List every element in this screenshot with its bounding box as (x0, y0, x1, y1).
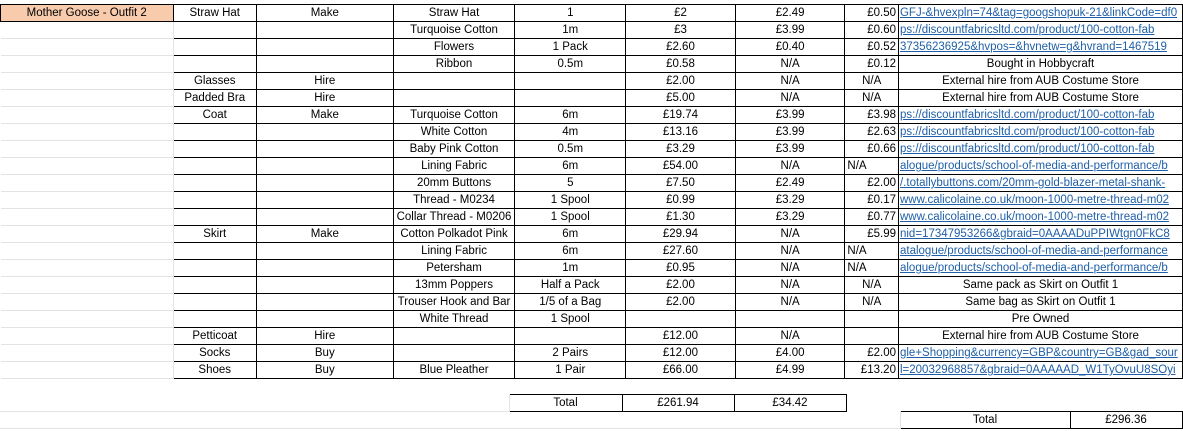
unit-price-cell[interactable]: N/A (735, 243, 845, 260)
item-cell[interactable]: Blue Pleather (393, 362, 515, 379)
empty-cell[interactable] (1, 277, 174, 294)
empty-cell[interactable] (1, 260, 174, 277)
item-cell[interactable]: Ribbon (393, 56, 515, 73)
table-row (1, 90, 1183, 107)
item-cell[interactable] (393, 328, 515, 345)
part-cell[interactable] (173, 294, 256, 311)
spreadsheet-grid (0, 4, 1183, 379)
method-cell[interactable] (256, 209, 393, 226)
item-cell[interactable]: Turquoise Cotton (393, 107, 515, 124)
empty-cell[interactable] (1, 124, 174, 141)
unit-price-cell[interactable]: £3.99 (735, 22, 845, 39)
table-row (1, 107, 1183, 124)
cost-cell[interactable]: £1.30 (626, 209, 736, 226)
empty-cell[interactable] (1, 158, 174, 175)
table-row (1, 311, 1183, 328)
quantity-cell[interactable]: 1m (515, 22, 626, 39)
outfit-label-cell[interactable]: Mother Goose - Outfit 2 (1, 5, 174, 22)
quantity-cell[interactable]: 1m (515, 260, 626, 277)
quantity-cell[interactable]: 1 Pack (515, 39, 626, 56)
cost-cell[interactable]: £27.60 (626, 243, 736, 260)
note-cell[interactable]: External hire from AUB Costume Store (898, 328, 1182, 345)
quantity-cell[interactable]: Half a Pack (515, 277, 626, 294)
source-link-cell[interactable]: atalogue/products/school-of-media-and-performance (898, 243, 1182, 260)
note-cell[interactable]: External hire from AUB Costume Store (898, 73, 1182, 90)
used-cost-cell[interactable]: N/A (845, 294, 899, 311)
cost-cell[interactable]: £2.00 (626, 294, 736, 311)
table-row (1, 124, 1183, 141)
empty-cell[interactable] (1, 22, 174, 39)
table-row (1, 158, 1183, 175)
method-cell[interactable]: Hire (256, 90, 393, 107)
quantity-cell[interactable]: 6m (515, 158, 626, 175)
item-cell[interactable]: Cotton Polkadot Pink (393, 226, 515, 243)
cost-cell[interactable]: £3 (626, 22, 736, 39)
part-cell[interactable]: Padded Bra (173, 90, 256, 107)
cost-cell[interactable]: £54.00 (626, 158, 736, 175)
used-cost-cell[interactable]: £0.60 (845, 22, 899, 39)
part-cell[interactable] (173, 277, 256, 294)
empty-cell[interactable] (1, 90, 174, 107)
table-row (1, 294, 1183, 311)
quantity-cell[interactable]: 0.5m (515, 56, 626, 73)
cost-cell[interactable]: £19.74 (626, 107, 736, 124)
quantity-cell[interactable]: 2 Pairs (515, 345, 626, 362)
unit-price-cell[interactable]: £0.40 (735, 39, 845, 56)
used-cost-cell[interactable]: N/A (845, 277, 899, 294)
item-cell[interactable]: Turquoise Cotton (393, 22, 515, 39)
item-cell[interactable]: Flowers (393, 39, 515, 56)
source-link-cell[interactable]: ps://discountfabricsltd.com/product/100-cotton-fab (898, 107, 1182, 124)
source-link-cell[interactable]: ps://discountfabricsltd.com/product/100-cotton-fab (898, 141, 1182, 158)
unit-price-cell[interactable]: £3.29 (735, 209, 845, 226)
unit-price-cell[interactable]: N/A (735, 158, 845, 175)
quantity-cell[interactable] (515, 73, 626, 90)
cost-cell[interactable]: £66.00 (626, 362, 736, 379)
part-cell[interactable] (173, 158, 256, 175)
quantity-cell[interactable]: 0.5m (515, 141, 626, 158)
method-cell[interactable] (256, 311, 393, 328)
cost-cell[interactable]: £12.00 (626, 345, 736, 362)
method-cell[interactable]: Hire (256, 73, 393, 90)
cost-cell[interactable]: £12.00 (626, 328, 736, 345)
cost-cell[interactable]: £0.95 (626, 260, 736, 277)
item-cell[interactable] (393, 73, 515, 90)
used-cost-cell[interactable] (845, 328, 899, 345)
cost-cell[interactable] (626, 311, 736, 328)
part-cell[interactable] (173, 175, 256, 192)
unit-price-cell[interactable]: £4.00 (735, 345, 845, 362)
empty-cell[interactable] (1, 345, 174, 362)
unit-price-cell[interactable]: N/A (735, 226, 845, 243)
empty-cell[interactable] (1, 243, 174, 260)
item-cell[interactable]: Thread - M0234 (393, 192, 515, 209)
method-cell[interactable] (256, 277, 393, 294)
note-cell[interactable]: Same bag as Skirt on Outfit 1 (898, 294, 1182, 311)
part-cell[interactable] (173, 56, 256, 73)
unit-price-cell[interactable]: £3.99 (735, 141, 845, 158)
used-cost-cell[interactable]: £0.52 (845, 39, 899, 56)
unit-price-cell[interactable]: N/A (735, 328, 845, 345)
empty-cell[interactable] (1, 226, 174, 243)
cost-cell[interactable]: £7.50 (626, 175, 736, 192)
source-link-cell[interactable]: l=20032968857&gbraid=0AAAAAD_W1TyOvuU8SOyi (898, 362, 1182, 379)
used-cost-cell[interactable]: £13.20 (845, 362, 899, 379)
method-cell[interactable] (256, 260, 393, 277)
empty-cell[interactable] (1, 141, 174, 158)
empty-cell[interactable] (0, 395, 509, 412)
total-cost[interactable]: £261.94 (622, 395, 734, 412)
note-cell[interactable]: Pre Owned (898, 311, 1182, 328)
quantity-cell[interactable] (515, 90, 626, 107)
source-link-cell[interactable]: nid=17347953266&gbraid=0AAAADuPPIWtgn0FkC8 (898, 226, 1182, 243)
part-cell[interactable] (173, 124, 256, 141)
used-cost-cell[interactable]: £0.12 (845, 56, 899, 73)
table-row (1, 328, 1183, 345)
quantity-cell[interactable]: 1 (515, 5, 626, 22)
empty-cell[interactable] (1, 209, 174, 226)
source-link-cell[interactable]: alogue/products/school-of-media-and-performance/b (898, 260, 1182, 277)
used-cost-cell[interactable]: £3.98 (845, 107, 899, 124)
part-cell[interactable] (173, 39, 256, 56)
cost-cell[interactable]: £3.29 (626, 141, 736, 158)
source-link-cell[interactable]: www.calicolaine.co.uk/moon-1000-metre-thread-m02 (898, 209, 1182, 226)
quantity-cell[interactable]: 1/5 of a Bag (515, 294, 626, 311)
source-link-cell[interactable]: GFJ-&hvexpln=74&tag=googshopuk-21&linkCode=df0 (898, 5, 1182, 22)
empty-cell[interactable] (1, 107, 174, 124)
unit-price-cell[interactable]: N/A (735, 90, 845, 107)
part-cell[interactable] (173, 192, 256, 209)
empty-cell[interactable] (1, 362, 174, 379)
item-cell[interactable]: White Cotton (393, 124, 515, 141)
unit-price-cell[interactable]: N/A (735, 277, 845, 294)
cost-cell[interactable]: £13.16 (626, 124, 736, 141)
used-cost-cell[interactable]: £5.99 (845, 226, 899, 243)
method-cell[interactable]: Buy (256, 345, 393, 362)
table-row (1, 362, 1183, 379)
grand-total-label[interactable]: Total (900, 412, 1070, 429)
unit-price-cell[interactable]: N/A (735, 294, 845, 311)
method-cell[interactable] (256, 158, 393, 175)
used-cost-cell[interactable]: £2.63 (845, 124, 899, 141)
method-cell[interactable] (256, 56, 393, 73)
quantity-cell[interactable] (515, 328, 626, 345)
part-cell[interactable]: Skirt (173, 226, 256, 243)
empty-cell[interactable] (1, 39, 174, 56)
table-row (1, 39, 1183, 56)
unit-price-cell[interactable]: N/A (735, 73, 845, 90)
unit-price-cell[interactable]: £3.99 (735, 124, 845, 141)
empty-cell[interactable] (1, 73, 174, 90)
unit-price-cell[interactable]: £2.49 (735, 175, 845, 192)
total-unit[interactable]: £34.42 (734, 395, 846, 412)
method-cell[interactable]: Hire (256, 328, 393, 345)
total-label[interactable]: Total (509, 395, 622, 412)
method-cell[interactable] (256, 39, 393, 56)
used-cost-cell[interactable]: £0.17 (845, 192, 899, 209)
empty-cell[interactable] (1, 294, 174, 311)
used-cost-cell[interactable]: N/A (845, 260, 899, 277)
costing-table (0, 4, 1183, 379)
cost-cell[interactable]: £5.00 (626, 90, 736, 107)
item-cell[interactable]: Lining Fabric (393, 243, 515, 260)
empty-cell[interactable] (1, 192, 174, 209)
cost-cell[interactable]: £0.58 (626, 56, 736, 73)
used-cost-cell[interactable]: £0.50 (845, 5, 899, 22)
grand-total-value[interactable]: £296.36 (1070, 412, 1182, 429)
source-link-cell[interactable]: ps://discountfabricsltd.com/product/100-cotton-fab (898, 22, 1182, 39)
used-cost-cell[interactable] (845, 311, 899, 328)
cost-cell[interactable]: £2.00 (626, 73, 736, 90)
method-cell[interactable]: Make (256, 226, 393, 243)
part-cell[interactable]: Straw Hat (173, 5, 256, 22)
grand-total-row (0, 411, 1183, 429)
item-cell[interactable]: Petersham (393, 260, 515, 277)
empty-cell[interactable] (0, 412, 900, 429)
table-row (1, 277, 1183, 294)
part-cell[interactable]: Glasses (173, 73, 256, 90)
item-cell[interactable]: Collar Thread - M0206 (393, 209, 515, 226)
method-cell[interactable] (256, 22, 393, 39)
table-row (1, 56, 1183, 73)
used-cost-cell[interactable]: N/A (845, 73, 899, 90)
table-row (1, 5, 1183, 22)
table-row (1, 141, 1183, 158)
part-cell[interactable]: Shoes (173, 362, 256, 379)
table-row (1, 22, 1183, 39)
part-cell[interactable]: Coat (173, 107, 256, 124)
used-cost-cell[interactable]: £0.66 (845, 141, 899, 158)
part-cell[interactable] (173, 22, 256, 39)
method-cell[interactable] (256, 124, 393, 141)
item-cell[interactable] (393, 90, 515, 107)
quantity-cell[interactable]: 6m (515, 107, 626, 124)
table-row (1, 73, 1183, 90)
method-cell[interactable]: Buy (256, 362, 393, 379)
cost-cell[interactable]: £2.60 (626, 39, 736, 56)
note-cell[interactable]: Same pack as Skirt on Outfit 1 (898, 277, 1182, 294)
quantity-cell[interactable]: 6m (515, 226, 626, 243)
cost-cell[interactable]: £2.00 (626, 277, 736, 294)
unit-price-cell[interactable] (735, 311, 845, 328)
part-cell[interactable] (173, 311, 256, 328)
table-row (1, 209, 1183, 226)
table-row (1, 345, 1183, 362)
table-row (1, 175, 1183, 192)
source-link-cell[interactable]: gle+Shopping&currency=GBP&country=GB&gad_sour (898, 345, 1182, 362)
note-cell[interactable]: External hire from AUB Costume Store (898, 90, 1182, 107)
used-cost-cell[interactable]: £2.00 (845, 175, 899, 192)
cost-cell[interactable]: £2 (626, 5, 736, 22)
item-cell[interactable]: 20mm Buttons (393, 175, 515, 192)
source-link-cell[interactable]: 37356236925&hvpos=&hvnetw=g&hvrand=1467519 (898, 39, 1182, 56)
item-cell[interactable]: Straw Hat (393, 5, 515, 22)
quantity-cell[interactable]: 5 (515, 175, 626, 192)
part-cell[interactable]: Socks (173, 345, 256, 362)
used-cost-cell[interactable]: N/A (845, 90, 899, 107)
table-row (1, 192, 1183, 209)
source-link-cell[interactable]: www.calicolaine.co.uk/moon-1000-metre-thread-m02 (898, 192, 1182, 209)
method-cell[interactable] (256, 243, 393, 260)
item-cell[interactable]: Lining Fabric (393, 158, 515, 175)
empty-cell[interactable] (1, 175, 174, 192)
unit-price-cell[interactable]: £4.99 (735, 362, 845, 379)
quantity-cell[interactable]: 1 Spool (515, 209, 626, 226)
method-cell[interactable] (256, 141, 393, 158)
used-cost-cell[interactable]: N/A (845, 243, 899, 260)
method-cell[interactable]: Make (256, 5, 393, 22)
item-cell[interactable]: Baby Pink Cotton (393, 141, 515, 158)
part-cell[interactable] (173, 141, 256, 158)
method-cell[interactable]: Make (256, 107, 393, 124)
unit-price-cell[interactable]: £2.49 (735, 5, 845, 22)
note-cell[interactable]: Bought in Hobbycraft (898, 56, 1182, 73)
cost-cell[interactable]: £29.94 (626, 226, 736, 243)
item-cell[interactable]: 13mm Poppers (393, 277, 515, 294)
empty-cell[interactable] (1, 311, 174, 328)
part-cell[interactable] (173, 243, 256, 260)
source-link-cell[interactable]: ps://discountfabricsltd.com/product/100-cotton-fab (898, 124, 1182, 141)
quantity-cell[interactable]: 1 Spool (515, 192, 626, 209)
unit-price-cell[interactable]: N/A (735, 56, 845, 73)
empty-cell[interactable] (1, 328, 174, 345)
used-cost-cell[interactable]: £0.77 (845, 209, 899, 226)
totals-row (0, 394, 1183, 412)
used-cost-cell[interactable]: £2.00 (845, 345, 899, 362)
used-cost-cell[interactable]: N/A (845, 158, 899, 175)
part-cell[interactable] (173, 209, 256, 226)
table-row (1, 226, 1183, 243)
unit-price-cell[interactable]: N/A (735, 260, 845, 277)
part-cell[interactable]: Petticoat (173, 328, 256, 345)
method-cell[interactable] (256, 192, 393, 209)
source-link-cell[interactable]: alogue/products/school-of-media-and-performance/b (898, 158, 1182, 175)
empty-cell[interactable] (1, 56, 174, 73)
quantity-cell[interactable]: 1 Spool (515, 311, 626, 328)
item-cell[interactable] (393, 345, 515, 362)
quantity-cell[interactable]: 4m (515, 124, 626, 141)
quantity-cell[interactable]: 6m (515, 243, 626, 260)
item-cell[interactable]: Trouser Hook and Bar (393, 294, 515, 311)
quantity-cell[interactable]: 1 Pair (515, 362, 626, 379)
unit-price-cell[interactable]: £3.99 (735, 107, 845, 124)
cost-cell[interactable]: £0.99 (626, 192, 736, 209)
method-cell[interactable] (256, 175, 393, 192)
item-cell[interactable]: White Thread (393, 311, 515, 328)
table-row (1, 243, 1183, 260)
unit-price-cell[interactable]: £3.29 (735, 192, 845, 209)
source-link-cell[interactable]: /.totallybuttons.com/20mm-gold-blazer-metal-shank- (898, 175, 1182, 192)
method-cell[interactable] (256, 294, 393, 311)
part-cell[interactable] (173, 260, 256, 277)
table-row (1, 260, 1183, 277)
